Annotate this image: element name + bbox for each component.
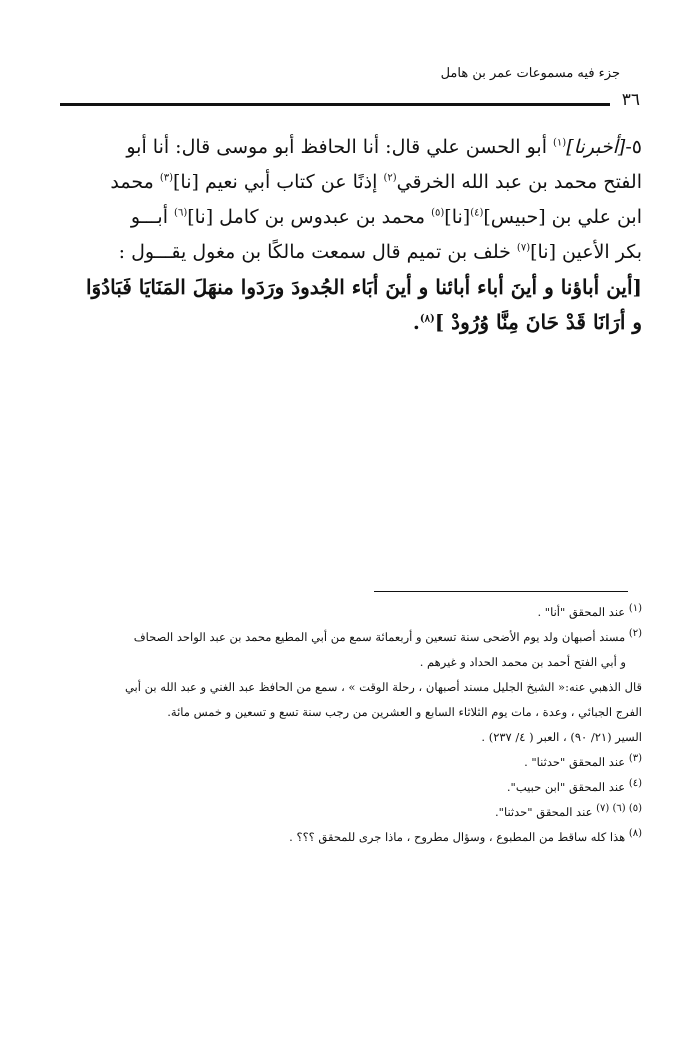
footnote-text: عند المحقق "حدثنا" . [524,755,629,769]
footnote-mark: (١) [628,603,642,615]
footnote-8 [30,825,642,850]
footnote-text: مسند أصبهان ولد يوم الأضحى سنة تسعين و أربعمائة سمع من أبي المطيع محمد بن عبد الواحد الصحاف [133,630,629,644]
footnote-3 [30,750,642,775]
footnote-text: عند المحقق "ابن حبيب". [506,780,629,794]
body-text-segment: خلف بن تميم قال سمعت مالكًا بن مغول يقـــول : [118,241,517,263]
hadith-text [38,130,642,340]
footnote-2-references: السير (٢١/ ٩٠) ، العبر ( ٤/ ٢٣٧) . [481,730,642,744]
footnote-2-continued: و أبي الفتح أحمد بن محمد الحداد و غيرهم . [419,655,626,669]
body-line-4 [38,235,642,270]
footnote-rule [374,591,628,592]
footnote-ref-7[interactable]: (٧) [516,242,531,254]
body-text-segment: بكر الأعين [نا] [530,241,642,263]
body-text-segment: أبو الحسن علي قال: أنا الحافظ أبو موسى قال: أنا أبو [126,136,554,158]
body-line-2 [38,165,642,200]
footnote-ref-4[interactable]: (٤) [470,207,484,219]
poem-line-1: [أين أباؤنا و أينَ أباء أبائنا و أينَ أبَاء الجُدودَ ورَدَوا منهَلَ المَنَايَا فَبَادُوَا [85,275,642,299]
footnote-5-6-7 [30,800,642,825]
footnote-4 [30,775,642,800]
page-number: ٣٦ [621,90,640,110]
footnote-mark: (٢) [628,628,642,640]
footnote-ref-2[interactable]: (٢) [383,172,397,184]
footnote-ref-1[interactable]: (١) [553,137,567,149]
body-text-segment: ابن علي بن [حبيس] [483,206,642,228]
akhbarana-label: [أخبرنا] [566,136,626,158]
footnote-text: عند المحقق "أنا" . [537,605,629,619]
running-head: جزء فيه مسموعات عمر بن هامل [440,66,620,81]
body-text-segment: إذنًا عن كتاب أبي نعيم [نا] [173,171,384,193]
footnote-mark: (٨) [628,828,642,840]
footnote-2-quote: قال الذهبي عنه:« الشيخ الجليل مسند أصبهان ، رحلة الوقت » ، سمع من الحافظ عبد الغني و عبد الله بن أبي [124,680,642,694]
body-text-segment: أبـــو [130,206,175,228]
body-text-segment: محمد [110,171,160,193]
footnotes [30,600,642,850]
footnote-text: عند المحقق "حدثنا". [495,805,597,819]
footnote-ref-6[interactable]: (٦) [174,207,188,219]
body-line-1 [38,130,642,165]
footnote-2-quote-continued: الفرج الجبائي ، وعدة ، مات يوم الثلاثاء السابع و العشرين من رجب سنة تسع و تسعين و خمس مائة. [167,705,642,719]
footnote-mark: (٥) (٦) (٧) [596,803,642,815]
footnote-mark: (٤) [628,778,642,790]
footnote-mark: (٣) [628,753,642,765]
period: . [412,310,420,334]
body-line-3 [38,200,642,235]
body-text-segment: الفتح محمد بن عبد الله الخرقي [396,171,642,193]
poem-line-2 [38,305,642,340]
body-text-segment: [نا] [444,206,471,228]
hadith-number: ٥- [625,136,642,158]
footnote-ref-5[interactable]: (٥) [431,207,445,219]
poem-text: و أرَانَا قَدْ حَانَ مِنَّا وُرُودْ ] [434,310,642,334]
footnote-1 [30,600,642,625]
body-text-segment: محمد بن عبدوس بن كامل [نا] [187,206,432,228]
footnote-ref-3[interactable]: (٣) [159,172,173,184]
footnote-2 [30,625,642,650]
footnote-ref-8[interactable]: (٨) [419,313,435,325]
header-rule [60,103,610,106]
footnote-text: هذا كله ساقط من المطبوع ، وسؤال مطروح ، ماذا جرى للمحقق ؟؟؟ . [289,830,629,844]
